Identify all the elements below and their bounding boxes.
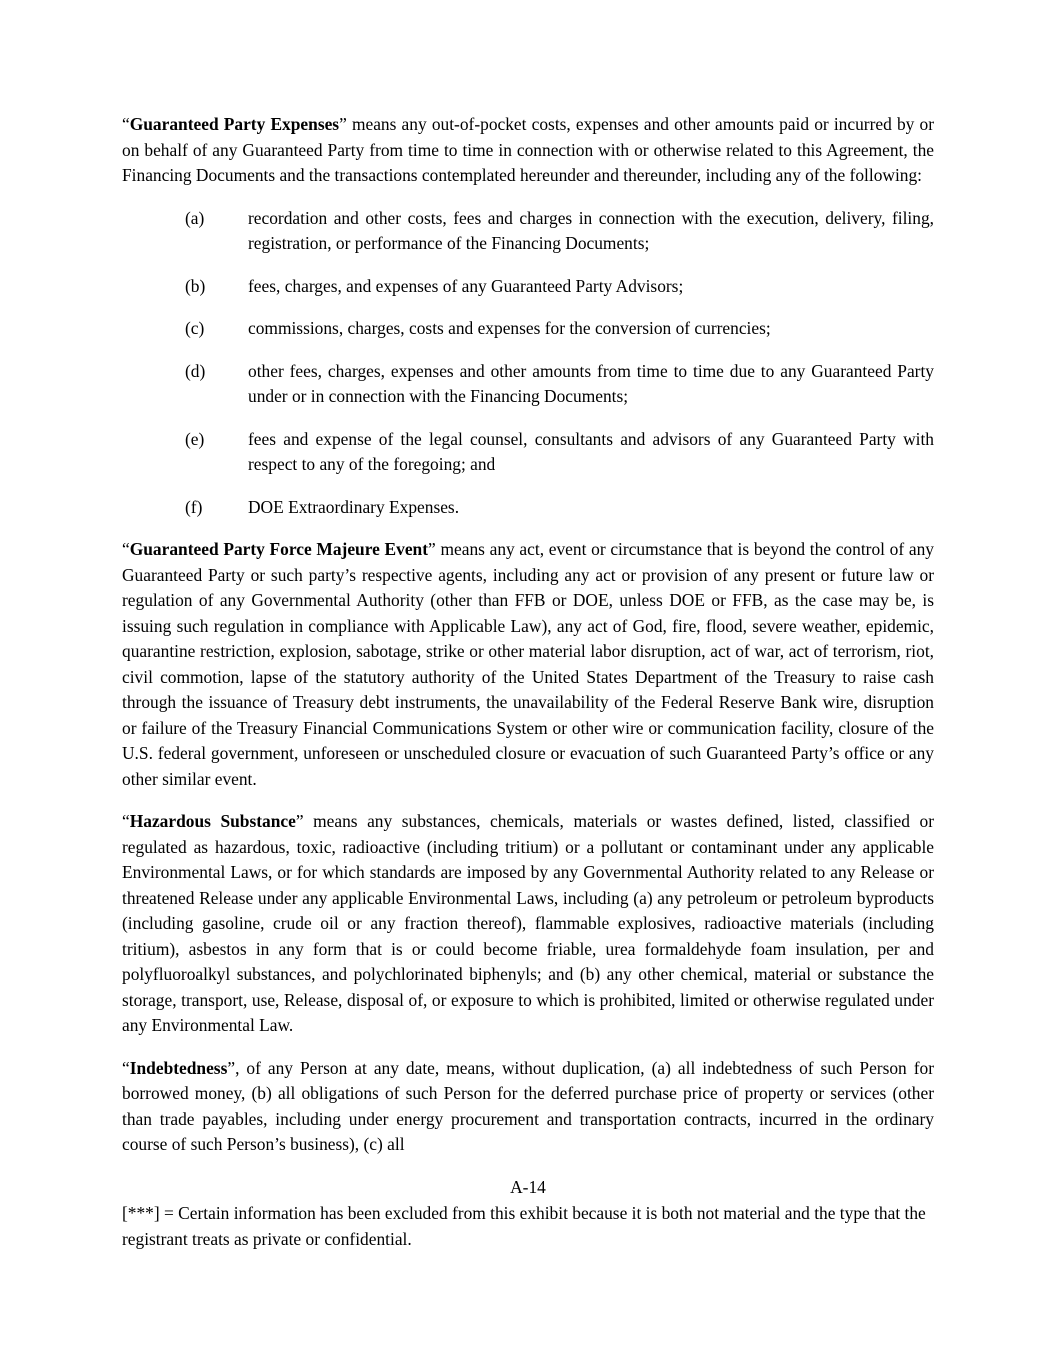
definition-body: means any act, event or circumstance that is beyond the control of any Guaranteed Party or such party’s respective agents, including any act or provision of any present or future law or regulation of any Governmental Authority (other than FFB or DOE, unless DOE or FFB, as the case may be, is issuing such regulation in compliance with Applicable Law), any act of God, fire, flood, severe weather, epidemic, quarantine restriction, explosion, sabotage, strike or other material labor disruption, act of war, act of terrorism, riot, civil commotion, lapse of the statutory authority of the United States Department of the Treasury to raise cash through the issuance of Treasury debt instruments, the unavailability of the Federal Reserve Bank wire, disruption or failure of the Treasury Financial Communications System or other wire or communication facility, closure of the U.S. federal government, unforeseen or unscheduled closure or evacuation of such Guaranteed Party’s office or any other similar event. <box>122 539 934 789</box>
definition-hazardous-substance <box>122 809 934 1039</box>
list-item-b <box>122 274 934 300</box>
list-item-c <box>122 316 934 342</box>
page-content <box>122 112 934 1252</box>
close-quote: ” <box>428 539 436 559</box>
close-quote: ” <box>295 811 304 831</box>
list-item-label: (d) <box>185 360 206 381</box>
list-item-text: other fees, charges, expenses and other amounts from time to time due to any Guaranteed Party under or in connection with the Financing Documents; <box>248 360 934 406</box>
defined-term-hazardous-substance: Hazardous Substance <box>129 811 296 831</box>
list-item-text: fees and expense of the legal counsel, consultants and advisors of any Guaranteed Party with respect to any of the foregoing; and <box>248 428 934 474</box>
list-item-label: (e) <box>185 428 205 449</box>
defined-term-guaranteed-party-expenses: Guaranteed Party Expenses <box>129 114 340 134</box>
definition-indebtedness <box>122 1056 934 1158</box>
confidentiality-legend: [***] = Certain information has been excluded from this exhibit because it is both not material and the type that the registrant treats as private or confidential. <box>122 1203 926 1249</box>
definition-body: means any substances, chemicals, materials or wastes defined, listed, classified or regulated as hazardous, toxic, radioactive (including tritium) or a pollutant or contaminant under any applicable Environmental Laws, or for which standards are imposed by any Governmental Authority related to any Release or threatened Release under any applicable Environmental Laws, including (a) any petroleum or petroleum byproducts (including gasoline, crude oil or any fraction thereof), flammable explosives, radioactive materials (including tritium), asbestos in any form that is or could become friable, urea formaldehyde foam insulation, per and polyfluoroalkyl substances, and polychlorinated biphenyls; and (b) any other chemical, material or substance the storage, transport, use, Release, disposal of, or exposure to which is prohibited, limited or otherwise regulated under any Environmental Law. <box>122 811 934 1035</box>
list-item-text: fees, charges, and expenses of any Guaranteed Party Advisors; <box>248 275 684 296</box>
open-quote: “ <box>122 539 130 559</box>
page-number: A-14 <box>510 1176 546 1197</box>
list-item-d <box>122 359 934 410</box>
close-quote: ” <box>339 114 347 134</box>
list-item-e <box>122 427 934 478</box>
list-item-label: (b) <box>185 275 206 296</box>
defined-term-indebtedness: Indebtedness <box>129 1057 228 1078</box>
list-item-text: commissions, charges, costs and expenses for the conversion of currencies; <box>248 318 771 338</box>
defined-term-guaranteed-party-force-majeure-event: Guaranteed Party Force Majeure Event <box>129 539 429 559</box>
list-item-text: recordation and other costs, fees and charges in connection with the execution, delivery, filing, registration, or performance of the Financing Documents; <box>248 207 934 253</box>
list-item-text: DOE Extraordinary Expenses. <box>248 496 460 517</box>
open-quote: “ <box>122 114 130 134</box>
list-item-f <box>122 495 934 521</box>
definition-body: , of any Person at any date, means, without duplication, (a) all indebtedness of such Person for borrowed money, (b) all obligations of such Person for the deferred purchase price of property or services (other than trade payables, including under energy procurement and transportation contracts, incurred in the ordinary course of such Person’s business), (c) all <box>122 1057 934 1154</box>
list-item-label: (a) <box>185 207 205 228</box>
open-quote: “ <box>122 811 130 831</box>
close-quote: ” <box>227 1057 236 1078</box>
list-item-a <box>122 206 934 257</box>
definition-guaranteed-party-expenses <box>122 112 934 189</box>
definition-body: means any out-of-pocket costs, expenses and other amounts paid or incurred by or on behalf of any Guaranteed Party from time to time in connection with or otherwise related to this Agreement, the Financing Documents and the transactions contemplated hereunder and thereunder, including any of the following: <box>122 114 934 185</box>
list-item-label: (c) <box>185 318 205 338</box>
list-item-label: (f) <box>185 496 203 517</box>
open-quote: “ <box>122 1057 130 1078</box>
definition-guaranteed-party-force-majeure-event <box>122 537 934 792</box>
